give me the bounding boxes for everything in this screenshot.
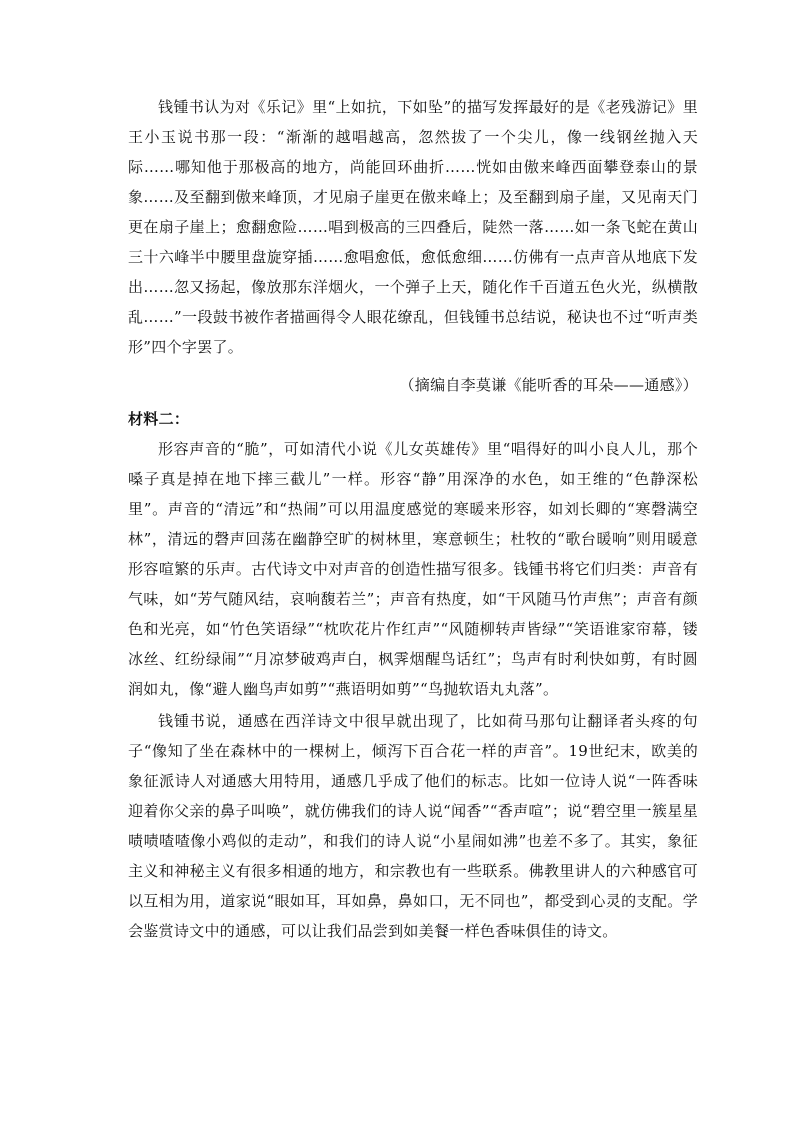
paragraph-leqi-passage: 钱锺书认为对《乐记》里“上如抗，下如坠”的描写发挥最好的是《老残游记》里王小玉说书那一段：“渐渐的越唱越高，忽然拔了一个尖儿，像一线钢丝抛入天际……哪知他于那极高的地方，尚能回环曲折……恍如由傲来峰西面攀登泰山的景象……及至翻到傲来峰顶，才见扇子崖更在傲来峰上；及至翻到扇子崖，又见南天门更在扇子崖上；愈翻愈险……唱到极高的三四叠后，陡然一落……如一条飞蛇在黄山三十六峰半中腰里盘旋穿插……愈唱愈低，愈低愈细……仿佛有一点声音从地底下发出……忽又扬起，像放那东洋烟火，一个弹子上天，随化作千百道五色火光，纵横散乱……”一段鼓书被作者描画得令人眼花缭乱，但钱锺书总结说，秘诀也不过“听声类形”四个字罢了。 bbox=[128, 98, 698, 356]
document-body bbox=[128, 92, 698, 946]
source-citation: （摘编自李莫谦《能听香的耳朵——通感》） bbox=[399, 376, 698, 394]
paragraph-western-synesthesia: 钱锺书说，通感在西洋诗文中很早就出现了，比如荷马那句让翻译者头疼的句子“像知了坐在森林中的一棵树上，倾泻下百合花一样的声音”。19世纪末，欧美的象征派诗人对通感大用特用，通感几乎成了他们的标志。比如一位诗人说“一阵香味迎着你父亲的鼻子叫唤”，就仿佛我们的诗人说“闻香”“香声喧”；说“碧空里一簇星星啧啧喳喳像小鸡似的走动”，和我们的诗人说“小星闹如沸”也差不多了。其实，象征主义和神秘主义有很多相通的地方，和宗教也有一些联系。佛教里讲人的六种感官可以互相为用，道家说“眼如耳，耳如鼻，鼻如口，无不同也”，都受到心灵的支配。学会鉴赏诗文中的通感，可以让我们品尝到如美餐一样色香味俱佳的诗文。 bbox=[128, 712, 698, 940]
paragraph-sound-description: 形容声音的“脆”，可如清代小说《儿女英雄传》里“唱得好的叫小良人儿，那个嗓子真是掉在地下摔三截儿”一样。形容“静”用深净的水色，如王维的“色静深松里”。声音的“清远”和“热闹”可以用温度感觉的寒暖来形容，如刘长卿的“寒磬满空林”，清远的磬声回荡在幽静空旷的树林里，寒意顿生；杜牧的“歌台暖响”则用暖意形容喧繁的乐声。古代诗文中对声音的创造性描写很多。钱锺书将它们归类：声音有气味，如“芳气随风结，哀响馥若兰”；声音有热度，如“干风随马竹声焦”；声音有颜色和光亮，如“竹色笑语绿”“枕吹花片作红声”“风随柳转声皆绿”“笑语谁家帘幕，镂冰丝、红纷绿闹”“月凉梦破鸡声白，枫霁烟醒鸟话红”；鸟声有时利快如剪，有时圆润如丸，像“避人幽鸟声如剪”“燕语明如剪”“鸟抛软语丸丸落”。 bbox=[128, 440, 698, 698]
section-heading-material-two: 材料二： bbox=[128, 410, 190, 428]
